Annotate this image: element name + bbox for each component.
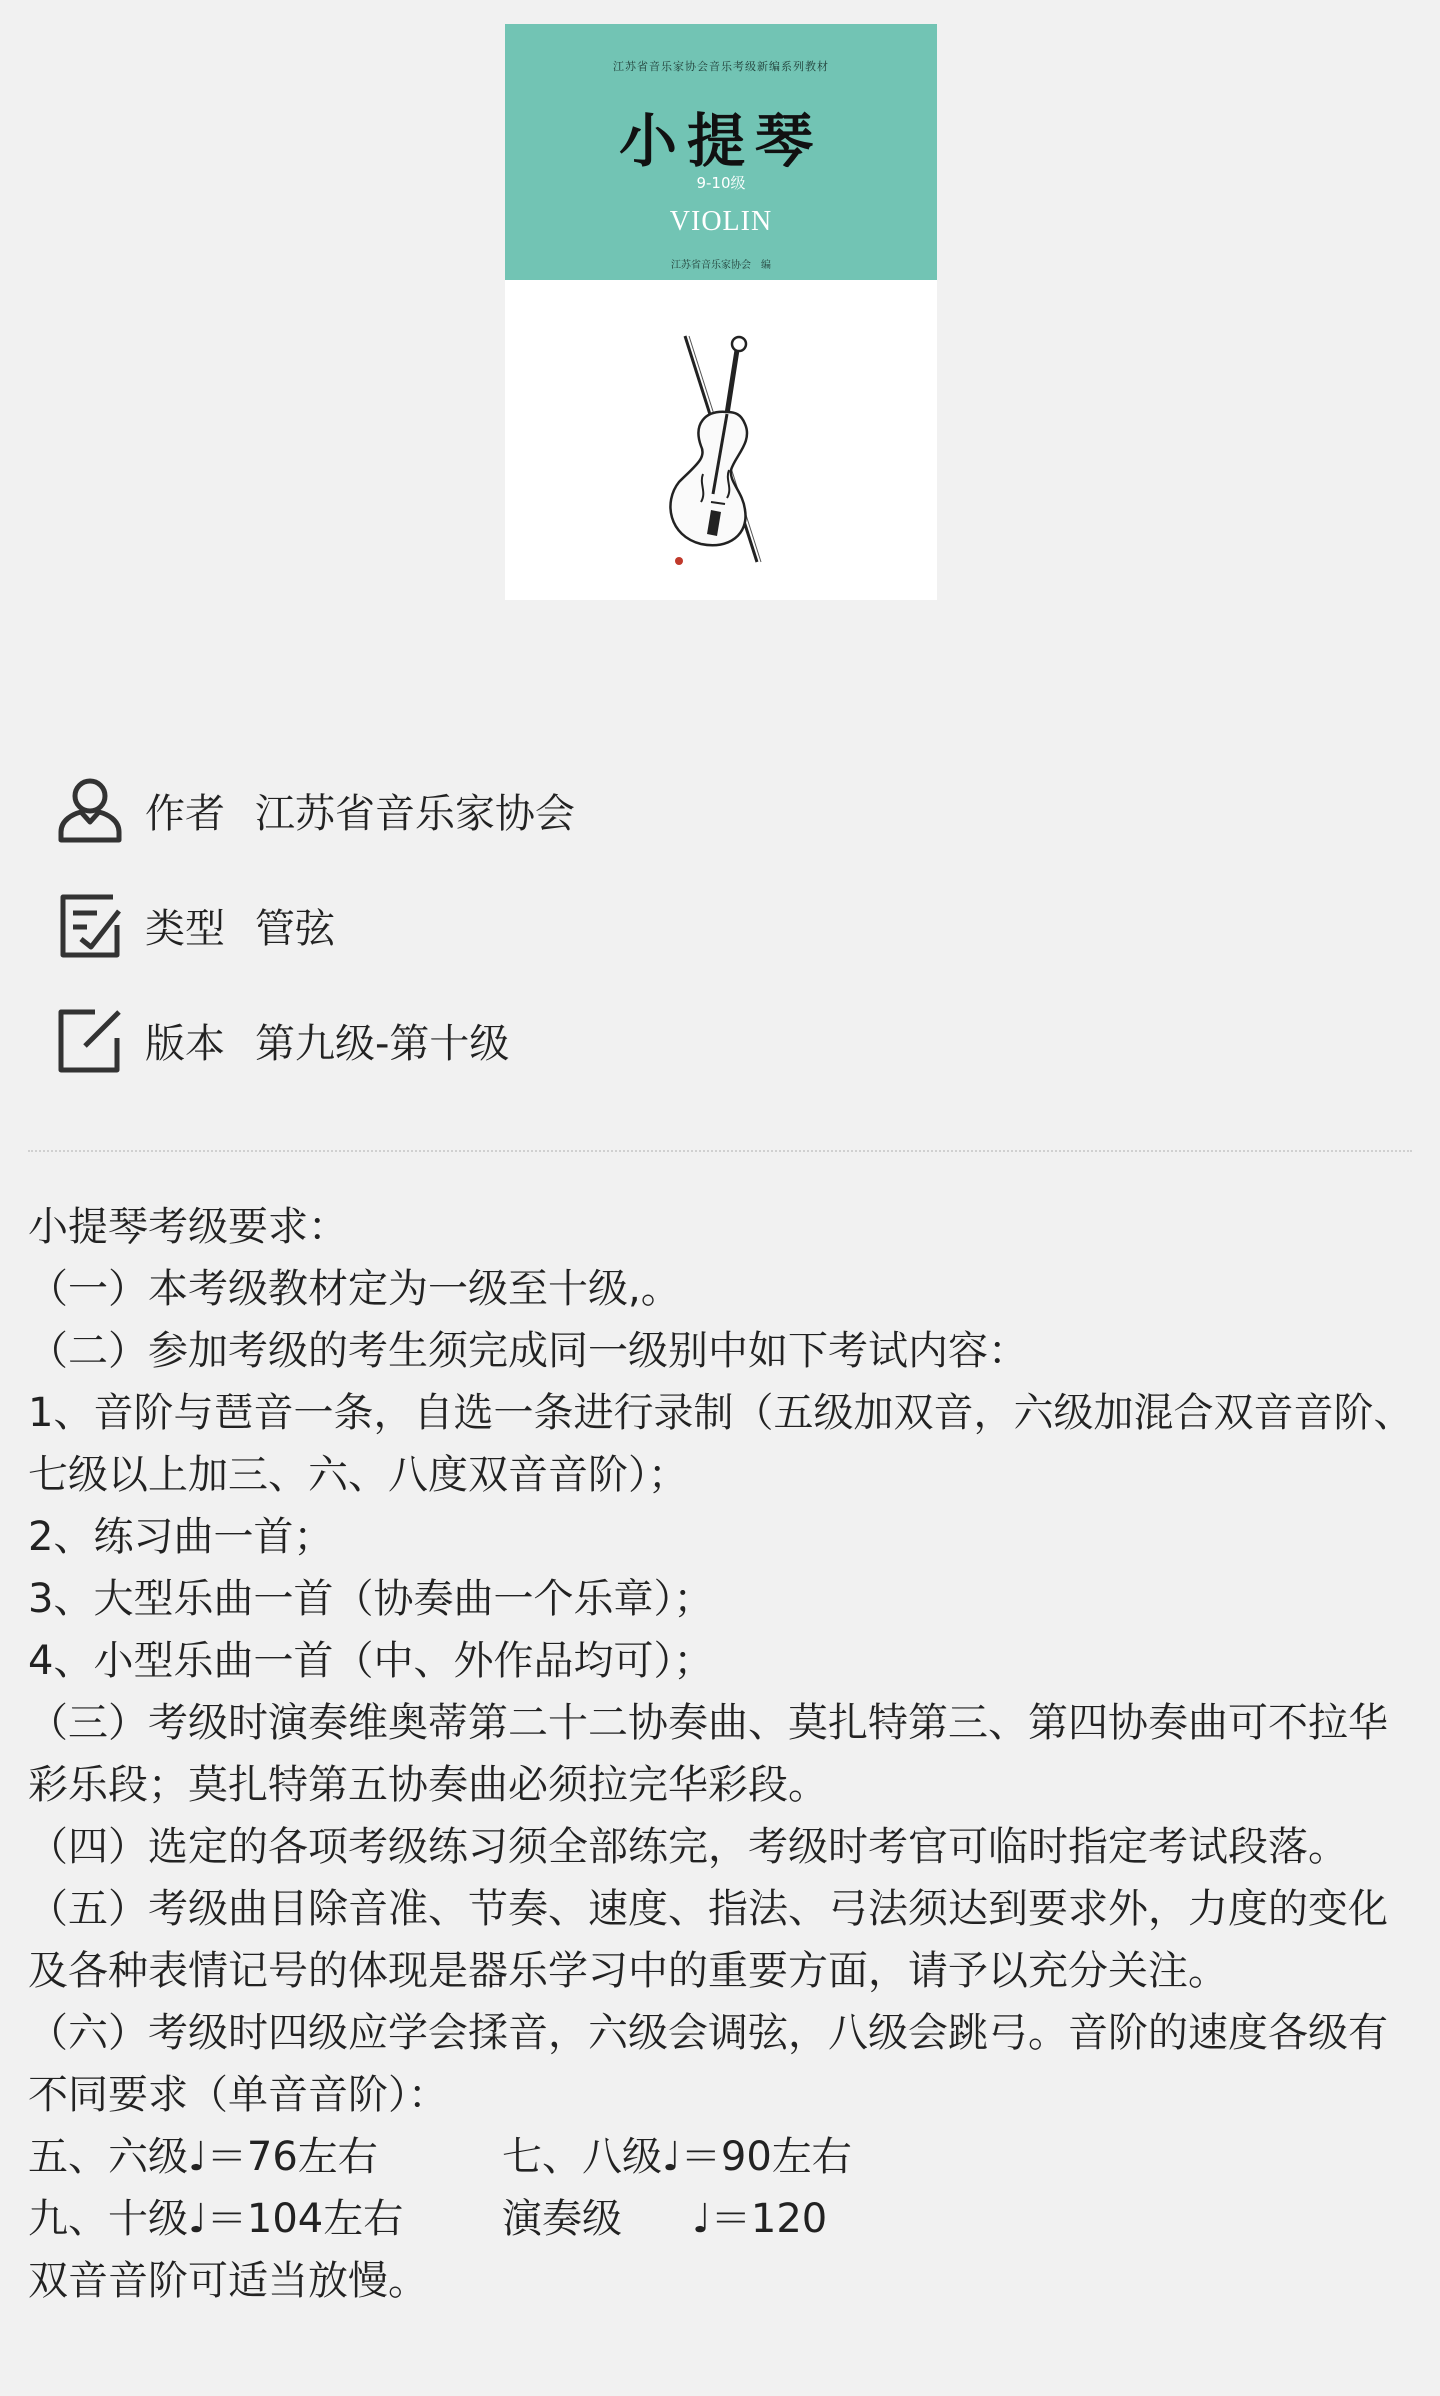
desc-line: 3、大型乐曲一首（协奏曲一个乐章）；	[28, 1576, 714, 1622]
checklist-icon	[55, 889, 125, 961]
desc-line: （四）选定的各项考级练习须全部练完，考级时考官可临时指定考试段落。	[28, 1824, 1348, 1870]
tempo-performance-value: ♩＝120	[692, 2196, 828, 2242]
edition-row	[55, 1000, 509, 1080]
cover-header	[505, 24, 937, 280]
violin-illustration	[645, 324, 785, 574]
type-value: 管弦	[255, 905, 335, 952]
exam-requirements	[28, 1196, 1418, 2312]
cover-english-title: VIOLIN	[669, 206, 773, 237]
tempo-level-7-8: 七、八级♩＝90左右	[502, 2134, 852, 2180]
person-icon	[55, 774, 125, 846]
desc-line: （三）考级时演奏维奥蒂第二十二协奏曲、莫扎特第三、第四协奏曲可不拉华彩乐段；莫扎特第五协奏曲必须拉完华彩段。	[28, 1700, 1388, 1808]
desc-line: （一）本考级教材定为一级至十级,。	[28, 1266, 681, 1312]
desc-line: （二）参加考级的考生须完成同一级别中如下考试内容：	[28, 1328, 1028, 1374]
tempo-level-5-6: 五、六级♩＝76左右	[28, 2134, 378, 2180]
cover-series: 江苏省音乐家协会音乐考级新编系列教材	[613, 60, 829, 73]
author-label: 作者	[145, 790, 225, 837]
desc-line: 2、练习曲一首；	[28, 1514, 334, 1560]
edition-value: 第九级-第十级	[255, 1020, 510, 1067]
type-row	[55, 885, 335, 965]
desc-line: （六）考级时四级应学会揉音，六级会调弦，八级会跳弓。音阶的速度各级有不同要求（单音音阶）：	[28, 2010, 1388, 2118]
cover-level: 9-10级	[696, 174, 746, 192]
cover-editor: 江苏省音乐家协会 编	[671, 260, 771, 271]
publisher-logo	[675, 554, 775, 568]
desc-line: 小提琴考级要求：	[28, 1204, 348, 1250]
type-label: 类型	[145, 905, 225, 952]
edit-icon	[55, 1004, 125, 1076]
tempo-row	[28, 2126, 1418, 2188]
author-row	[55, 770, 575, 850]
desc-line: 4、小型乐曲一首（中、外作品均可）；	[28, 1638, 714, 1684]
section-divider	[28, 1150, 1412, 1152]
publisher-mark-icon	[675, 557, 683, 565]
desc-line: 双音音阶可适当放慢。	[28, 2258, 428, 2304]
edition-label: 版本	[145, 1020, 225, 1067]
tempo-performance-label: 演奏级	[502, 2196, 622, 2242]
desc-line: （五）考级曲目除音准、节奏、速度、指法、弓法须达到要求外，力度的变化及各种表情记号的体现是器乐学习中的重要方面，请予以充分关注。	[28, 1886, 1388, 1994]
book-cover[interactable]	[505, 24, 937, 600]
desc-line: 1、音阶与琶音一条，自选一条进行录制（五级加双音，六级加混合双音音阶、七级以上加三、六、八度双音音阶）；	[28, 1390, 1414, 1498]
cover-title: 小提琴	[618, 107, 823, 175]
tempo-row	[28, 2188, 1418, 2250]
tempo-level-9-10: 九、十级♩＝104左右	[28, 2196, 404, 2242]
author-value: 江苏省音乐家协会	[255, 790, 575, 837]
